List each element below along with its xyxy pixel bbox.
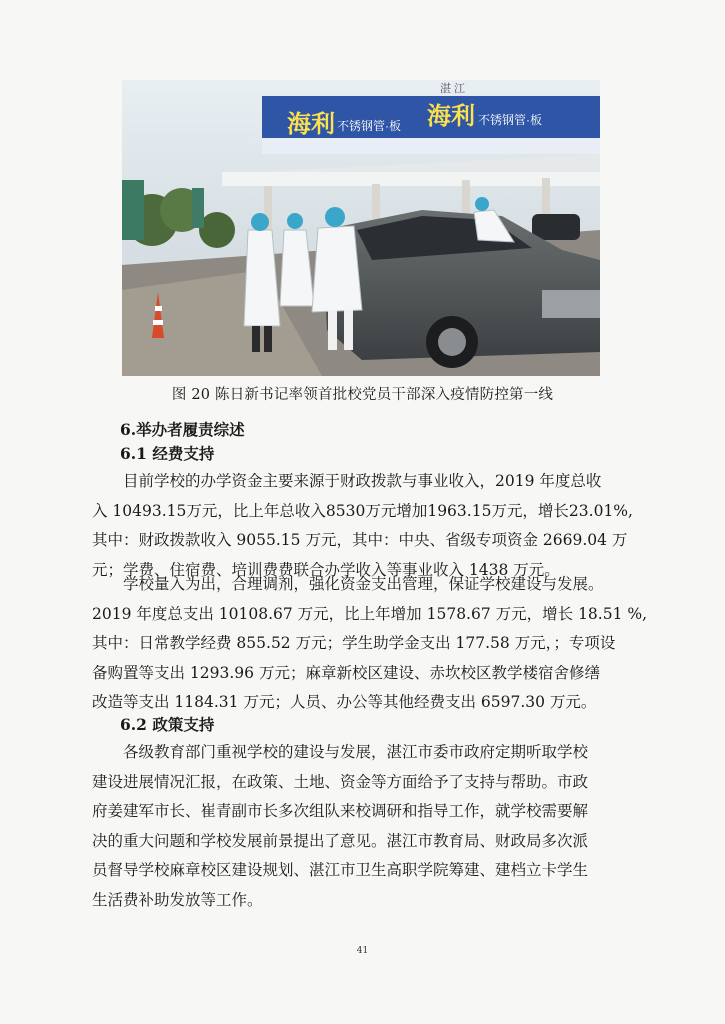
text-line: 备购置等支出 1293.96 万元；麻章新校区建设、赤坎校区教学楼宿舍修缮 bbox=[92, 663, 600, 682]
epidemic-checkpoint-photo bbox=[122, 80, 600, 376]
billboard-slogan-2: 不锈钢管·板 bbox=[478, 113, 542, 127]
funding-income-paragraph bbox=[92, 467, 640, 585]
billboard-brand-1: 海利 bbox=[287, 111, 335, 138]
billboard-slogan-1: 不锈钢管·板 bbox=[337, 119, 401, 133]
billboard-brand-2: 海利 bbox=[427, 103, 475, 130]
text-line: 其中：财政拨款收入 9055.15 万元，其中：中央、省级专项资金 2669.04 万 bbox=[92, 531, 628, 549]
text-line: 其中：日常教学经费 855.52 万元；学生助学金支出 177.58 万元，；专项设 bbox=[92, 634, 616, 652]
policy-support-paragraph bbox=[92, 738, 640, 915]
text-line: 员督导学校麻章校区建设规划、湛江市卫生高职学院筹建、建档立卡学生 bbox=[92, 861, 589, 879]
text-line: 元；学费、住宿费、培训费费联合办学收入等事业收入 1438 万元。 bbox=[92, 560, 560, 579]
photo-caption: 图 20 陈日新书记率领首批校党员干部深入疫情防控第一线 bbox=[171, 387, 554, 403]
text-line: 改造等支出 1184.31 万元；人员、办公等其他经费支出 6597.30 万元。 bbox=[92, 693, 597, 711]
text-line: 生活费补助发放等工作。 bbox=[92, 890, 263, 909]
text-line: 建设进展情况汇报，在政策、土地、资金等方面给予了支持与帮助。市政 bbox=[92, 772, 589, 791]
text-line: 学校量入为出，合理调剂，强化资金支出管理，保证学校建设与发展。 bbox=[123, 575, 604, 593]
page-number: 41 bbox=[356, 946, 369, 956]
text-line: 入 10493.15万元，比上年总收入8530万元增加1963.15万元，增长23.01%, bbox=[92, 501, 633, 520]
text-line: 府姜建军市长、崔青副市长多次组队来校调研和指导工作，就学校需要解 bbox=[92, 802, 589, 820]
text-line: 决的重大问题和学校发展前景提出了意见。湛江市教育局、财政局多次派 bbox=[92, 831, 589, 850]
funding-expenditure-paragraph bbox=[92, 570, 648, 718]
text-line: 目前学校的办学资金主要来源于财政拨款与事业收入，2019 年度总收 bbox=[123, 472, 602, 490]
section-6-1-heading: 6.1 经费支持 bbox=[120, 444, 215, 463]
text-line: 2019 年度总支出 10108.67 万元，比上年增加 1578.67 万元，增长 18.51 %, bbox=[92, 604, 648, 623]
section-6-2-heading: 6.2 政策支持 bbox=[120, 715, 215, 734]
roof-sign: 湛 江 bbox=[440, 83, 466, 95]
section-6-heading: 6.举办者履责综述 bbox=[120, 420, 245, 439]
text-line: 各级教育部门重视学校的建设与发展，湛江市委市政府定期听取学校 bbox=[123, 743, 589, 761]
